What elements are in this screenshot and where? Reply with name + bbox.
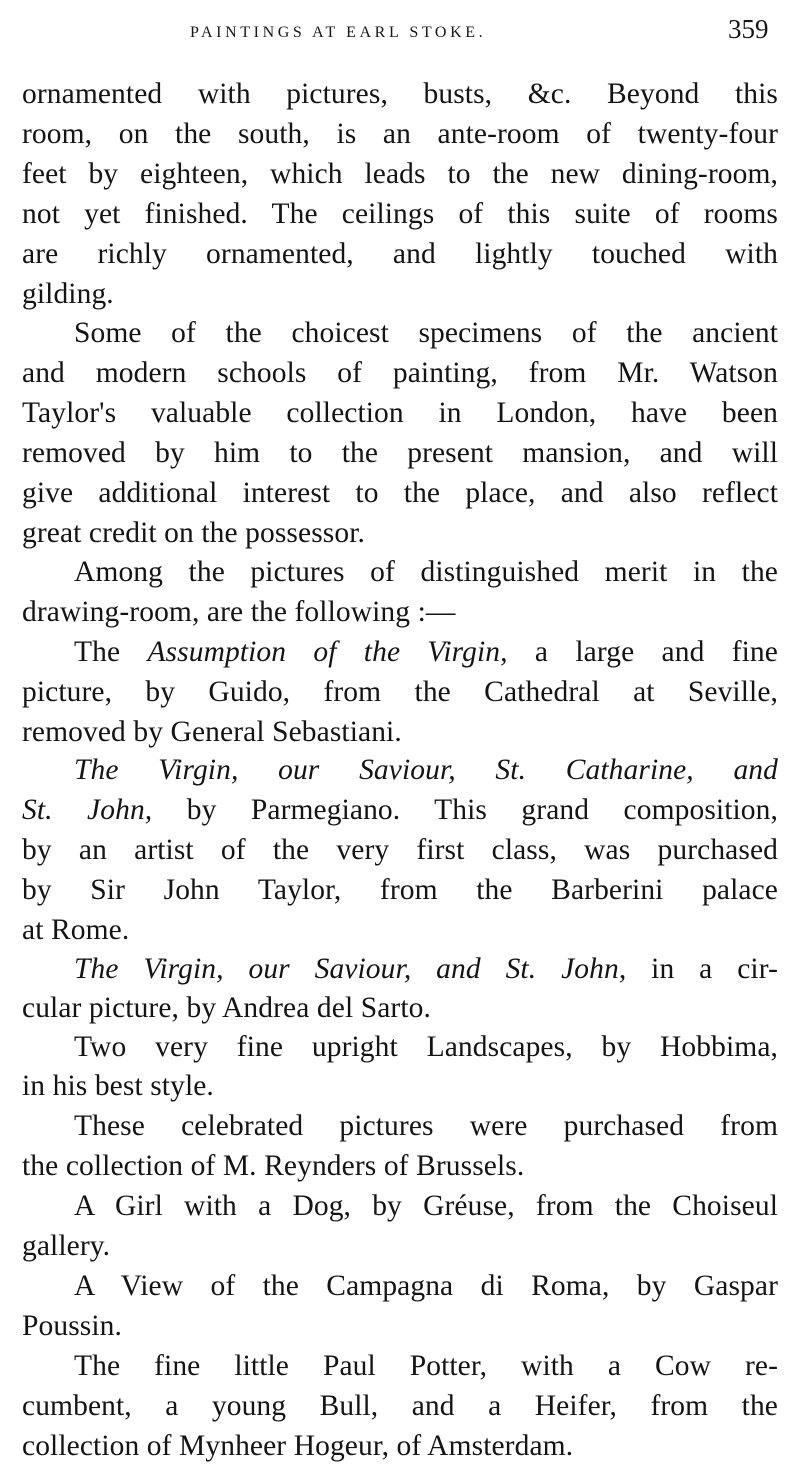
- text-line: Two very fine upright Landscapes, by Hobbima,: [74, 1031, 778, 1063]
- text-line: St. John, by Parmegiano. This grand composition,: [22, 794, 778, 826]
- text-line: Poussin.: [22, 1310, 122, 1342]
- text-line: Some of the choicest specimens of the ancient: [74, 317, 778, 349]
- text-line: cular picture, by Andrea del Sarto.: [22, 992, 431, 1024]
- text-line: picture, by Guido, from the Cathedral at Seville,: [22, 676, 778, 708]
- running-title: PAINTINGS AT EARL STOKE.: [190, 24, 487, 41]
- text-line: The Virgin, our Saviour, and St. John, in a cir-: [74, 953, 778, 985]
- text-line: gallery.: [22, 1230, 111, 1262]
- text-line: collection of Mynheer Hogeur, of Amsterdam.: [22, 1430, 574, 1462]
- text-line: gilding.: [22, 278, 114, 310]
- text-line: room, on the south, is an ante-room of twenty-four: [22, 118, 778, 150]
- text-line: A Girl with a Dog, by Gréuse, from the Choiseul: [74, 1190, 778, 1222]
- text-line: ornamented with pictures, busts, &c. Beyond this: [22, 78, 778, 110]
- text-line: not yet finished. The ceilings of this suite of rooms: [22, 198, 778, 230]
- page-number: 359: [728, 14, 769, 44]
- text-line: The Assumption of the Virgin, a large and fine: [74, 636, 778, 668]
- text-line: in his best style.: [22, 1070, 214, 1102]
- text-line: Among the pictures of distinguished merit in the: [74, 556, 778, 588]
- text-line: the collection of M. Reynders of Brussels.: [22, 1150, 525, 1182]
- text-line: by Sir John Taylor, from the Barberini palace: [22, 874, 778, 906]
- running-head: [0, 14, 800, 54]
- text-line: great credit on the possessor.: [22, 517, 365, 549]
- text-line: These celebrated pictures were purchased from: [74, 1110, 778, 1142]
- text-line: removed by General Sebastiani.: [22, 716, 402, 748]
- text-line: cumbent, a young Bull, and a Heifer, from the: [22, 1390, 778, 1422]
- text-line: Taylor's valuable collection in London, have been: [22, 397, 778, 429]
- text-line: at Rome.: [22, 914, 130, 946]
- text-line: feet by eighteen, which leads to the new dining-room,: [22, 158, 778, 190]
- text-line: A View of the Campagna di Roma, by Gaspar: [74, 1270, 778, 1302]
- text-line: removed by him to the present mansion, and will: [22, 437, 778, 469]
- text-line: The Virgin, our Saviour, St. Catharine, and: [74, 754, 778, 786]
- text-line: drawing-room, are the following :—: [22, 596, 456, 628]
- text-line: by an artist of the very first class, was purchased: [22, 834, 778, 866]
- text-line: give additional interest to the place, and also reflect: [22, 477, 778, 509]
- text-line: The fine little Paul Potter, with a Cow re-: [74, 1350, 778, 1382]
- text-line: are richly ornamented, and lightly touched with: [22, 238, 778, 270]
- text-line: and modern schools of painting, from Mr. Watson: [22, 357, 778, 389]
